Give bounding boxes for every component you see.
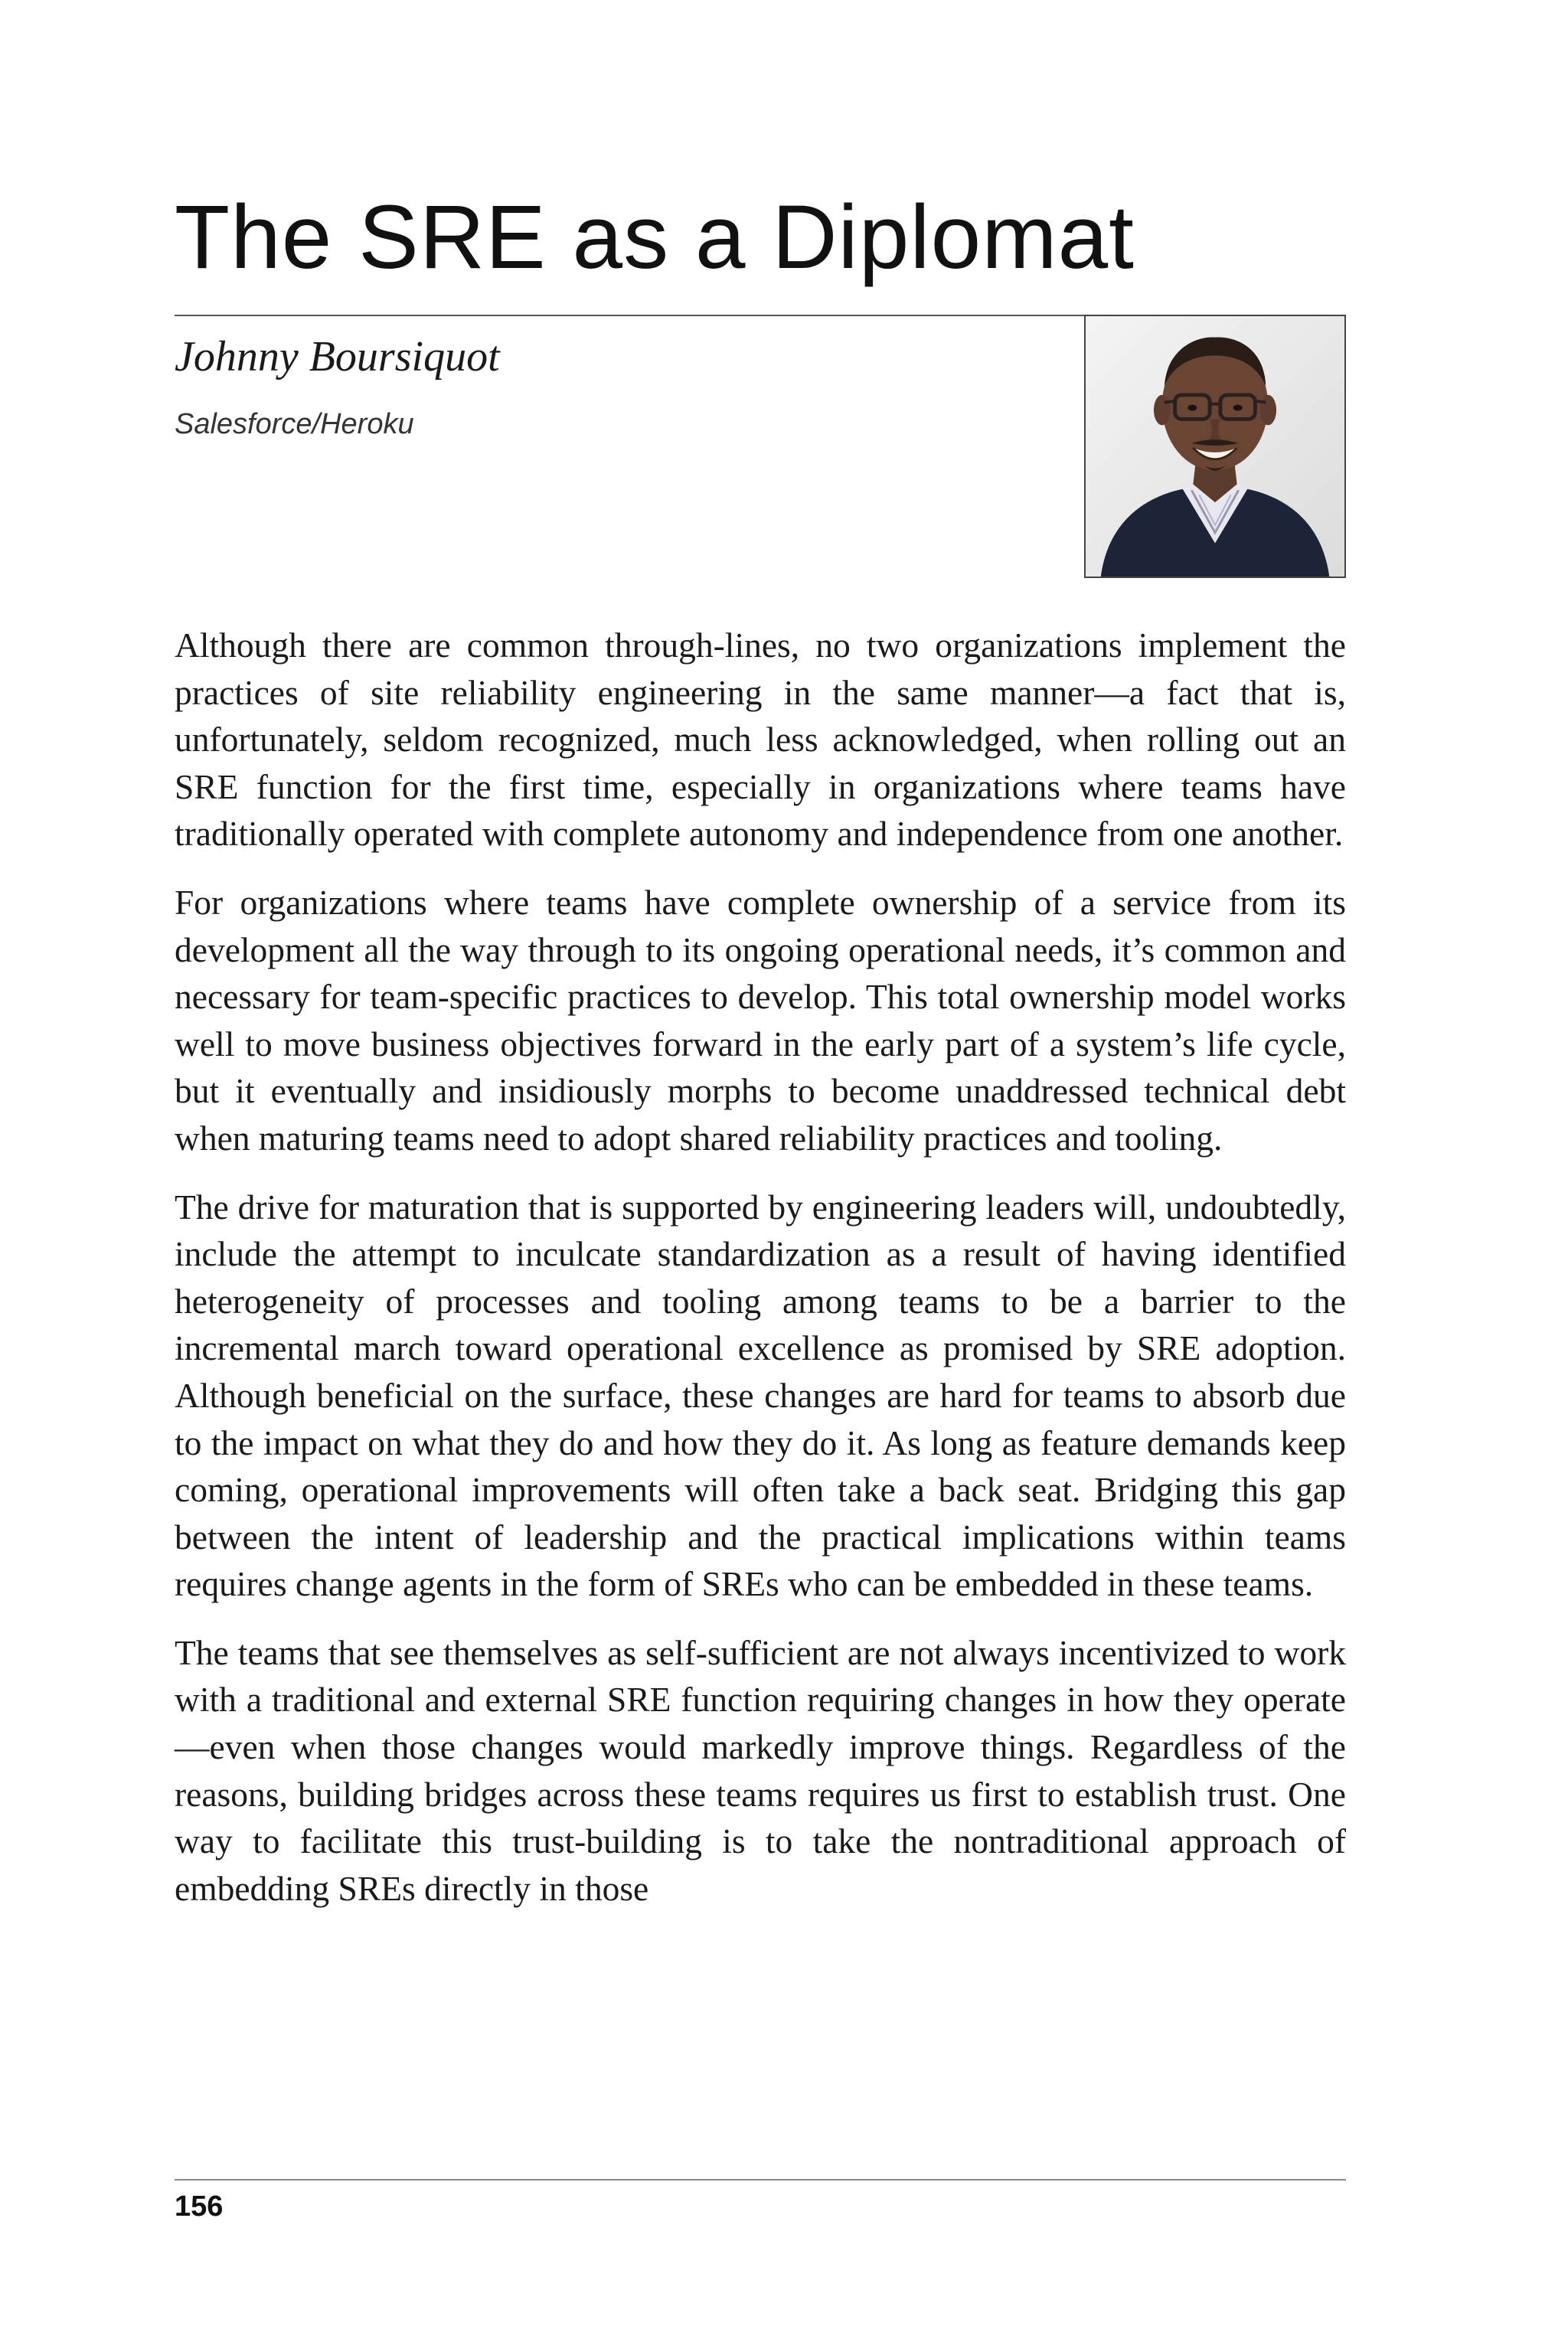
paragraph-1: Although there are common through-lines, no two organizations implement the practices of site reliability engineering in the same manner—a fact that is, unfortunately, seldom recognized, much less acknowledged, when rolling out an SRE function for the first time, especially in organizations where teams have traditionally operated with complete autonomy and independence from one another. <box>175 626 1346 854</box>
author-name: Johnny Boursiquot <box>175 333 500 381</box>
page-number: 156 <box>175 2190 224 2223</box>
body-text <box>175 622 1346 1933</box>
author-photo <box>1084 315 1346 578</box>
paragraph-4: The teams that see themselves as self-sufficient are not always incentivized to work with a traditional and external SRE function requiring changes in how they operate—even when those changes would markedly improve things. Regardless of the reasons, building bridges across these teams requires us first to establish trust. One way to facilitate this trust-building is to take the nontraditional approach of embedding SREs directly in those <box>175 1632 1346 1908</box>
author-affiliation: Salesforce/Heroku <box>175 408 414 440</box>
footer-divider <box>175 2179 1346 2180</box>
paragraph-2: For organizations where teams have complete ownership of a service from its development all the way through to its ongoing operational needs, it’s common and necessary for team-specific practices to develop. This total ownership model works well to move business objectives forward in the early part of a system’s life cycle, but it eventually and insidiously morphs to become unaddressed technical debt when maturing teams need to adopt shared reliability practices and tooling. <box>175 882 1346 1158</box>
paragraph-3: The drive for maturation that is supported by engineering leaders will, undoubtedly, include the attempt to inculcate standardization as a result of having identified heterogeneity of processes and tooling among teams to be a barrier to the incremental march toward operational excellence as promised by SRE adoption. Although beneficial on the surface, these changes are hard for teams to absorb due to the impact on what they do and how they do it. As long as feature demands keep coming, operational improvements will often take a back seat. Bridging this gap between the intent of leadership and the practical implications within teams requires change agents in the form of SREs who can be embedded in these teams. <box>175 1187 1346 1604</box>
author-portrait-illustration <box>1086 316 1344 577</box>
chapter-title: The SRE as a Diplomat <box>175 187 1135 288</box>
